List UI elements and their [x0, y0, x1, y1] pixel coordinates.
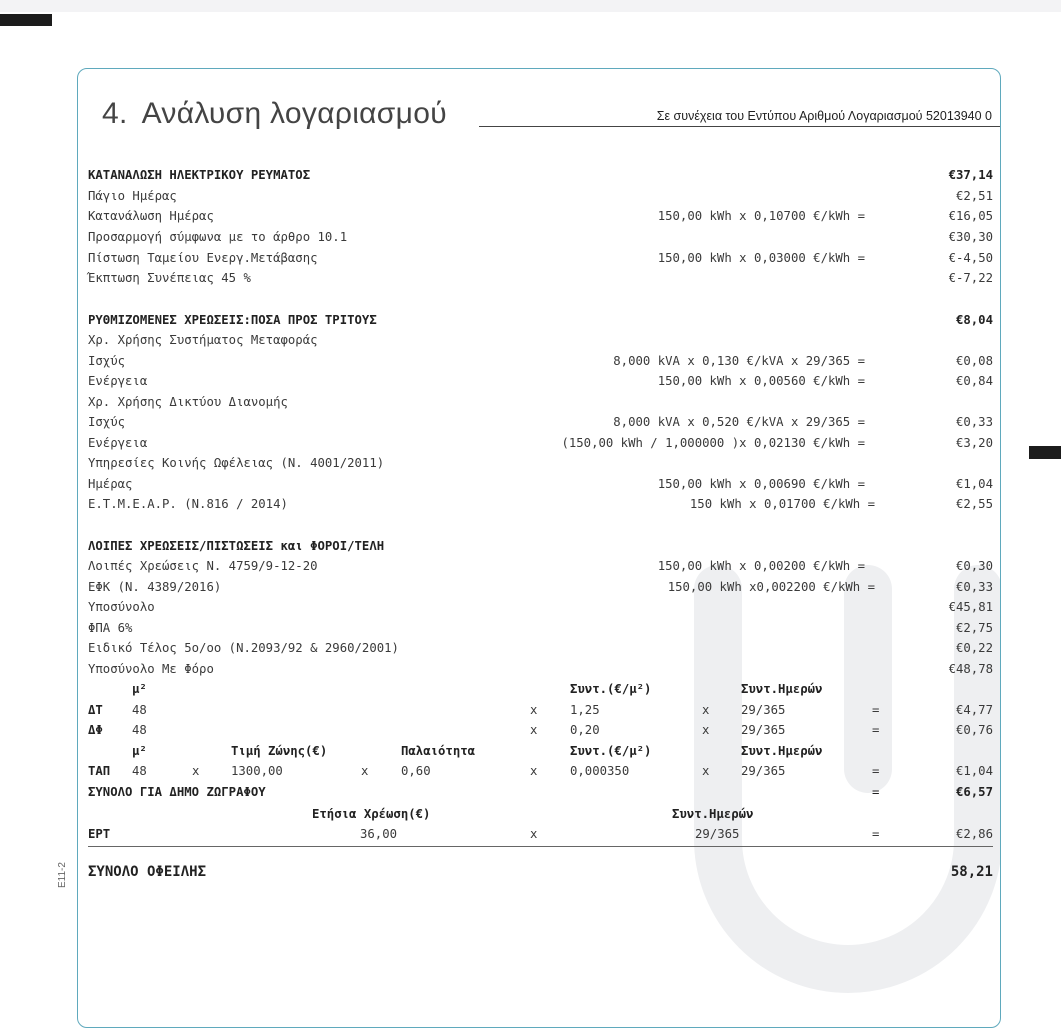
line-item: Ισχύς 8,000 kVA x 0,520 €/kVA x 29/365 = €0,33 [88, 415, 993, 429]
line-item: Προσαρμογή σύμφωνα με το άρθρο 10.1 €30,30 [88, 230, 993, 244]
form-code: E11-2 [57, 862, 68, 888]
line-item: Πίστωση Ταμείου Ενεργ.Μετάβασης 150,00 kWh x 0,03000 €/kWh = €-4,50 [88, 251, 993, 265]
line-item: Χρ. Χρήσης Συστήματος Μεταφοράς [88, 333, 318, 347]
line-item: Ισχύς 8,000 kVA x 0,130 €/kVA x 29/365 = €0,08 [88, 354, 993, 368]
line-item: Έκπτωση Συνέπειας 45 % €-7,22 [88, 271, 993, 285]
municipal-header-1: μ² Συντ.(€/μ²) Συντ.Ημερών [132, 682, 823, 696]
line-item: Λοιπές Χρεώσεις Ν. 4759/9-12-20 150,00 kWh x 0,00200 €/kWh = €0,30 [88, 559, 993, 573]
ert-header: Ετήσια Χρέωση(€) Συντ.Ημερών [312, 807, 754, 821]
municipal-row-dt: ΔΤ 48 x 1,25 x 29/365 = €4,77 [88, 703, 993, 717]
bill-analysis-panel [77, 68, 1001, 1028]
line-item: Ε.Τ.Μ.Ε.Α.Ρ. (Ν.816 / 2014) 150 kWh x 0,01700 €/kWh = €2,55 [88, 497, 993, 511]
ert-row: ΕΡΤ 36,00 x 29/365 = €2,86 [88, 827, 993, 841]
municipal-row-tap: ΤΑΠ 48 x 1300,00 x 0,60 x 0,000350 x 29/365 = €1,04 [88, 764, 993, 778]
grand-total-row: ΣΥΝΟΛΟ ΟΦΕΙΛΗΣ 58,21 [88, 864, 993, 880]
line-item: ΕΦΚ (Ν. 4389/2016) 150,00 kWh x0,002200 €/kWh = €0,33 [88, 580, 993, 594]
line-item: Υποσύνολο Με Φόρο €48,78 [88, 662, 993, 676]
municipal-header-2: μ² Τιμή Ζώνης(€) Παλαιότητα Συντ.(€/μ²) Συντ.Ημερών [132, 744, 823, 758]
line-item: Κατανάλωση Ημέρας 150,00 kWh x 0,10700 €/kWh = €16,05 [88, 209, 993, 223]
section-title: 4. Ανάλυση λογαριασμού [102, 97, 447, 130]
section-header [102, 93, 992, 133]
regulated-title-row: ΡΥΘΜΙΖΟΜΕΝΕΣ ΧΡΕΩΣΕΙΣ:ΠΟΣΑ ΠΡΟΣ ΤΡΙΤΟΥΣ €8,04 [88, 313, 993, 327]
electricity-title-row: ΚΑΤΑΝΑΛΩΣΗ ΗΛΕΚΤΡΙΚΟΥ ΡΕΥΜΑΤΟΣ €37,14 [88, 168, 993, 182]
municipal-row-df: ΔΦ 48 x 0,20 x 29/365 = €0,76 [88, 723, 993, 737]
other-title-row: ΛΟΙΠΕΣ ΧΡΕΩΣΕΙΣ/ΠΙΣΤΩΣΕΙΣ και ΦΟΡΟΙ/ΤΕΛΗ [88, 539, 385, 553]
scan-mark-right [1029, 446, 1061, 459]
line-item: Ενέργεια 150,00 kWh x 0,00560 €/kWh = €0,84 [88, 374, 993, 388]
account-reference: Σε συνέχεια του Εντύπου Αριθμού Λογαριασμού 52013940 0 [651, 109, 992, 123]
line-item: Υπηρεσίες Κοινής Ωφέλειας (Ν. 4001/2011) [88, 456, 385, 470]
line-item: Πάγιο Ημέρας €2,51 [88, 189, 993, 203]
line-item: Ημέρας 150,00 kWh x 0,00690 €/kWh = €1,04 [88, 477, 993, 491]
municipal-total-row: ΣΥΝΟΛΟ ΓΙΑ ΔΗΜΟ ΖΩΓΡΑΦΟΥ = €6,57 [88, 785, 993, 799]
line-item: Χρ. Χρήσης Δικτύου Διανομής [88, 395, 288, 409]
line-item: Ειδικό Τέλος 5ο/οο (Ν.2093/92 & 2960/2001) €0,22 [88, 641, 993, 655]
header-underline [479, 126, 1001, 127]
top-bar [0, 0, 1061, 12]
line-item: Ενέργεια (150,00 kWh / 1,000000 )x 0,02130 €/kWh = €3,20 [88, 436, 993, 450]
line-item: ΦΠΑ 6% €2,75 [88, 621, 993, 635]
total-separator [88, 846, 993, 847]
scan-mark-left [0, 14, 52, 26]
line-item: Υποσύνολο €45,81 [88, 600, 993, 614]
